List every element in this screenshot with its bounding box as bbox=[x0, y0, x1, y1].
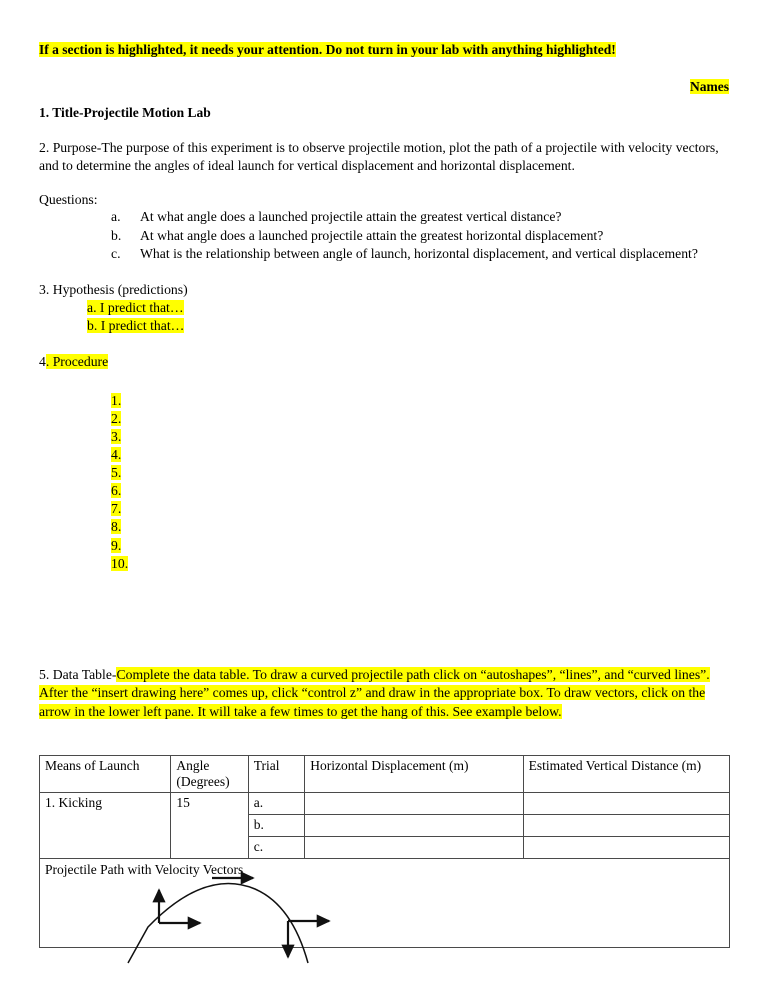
hypothesis-item-text: b. I predict that… bbox=[87, 318, 185, 334]
procedure-step bbox=[111, 555, 128, 573]
cell-angle: 15 bbox=[171, 793, 248, 859]
procedure-step-text: 10. bbox=[111, 555, 129, 571]
procedure-step-text: 5. bbox=[111, 465, 122, 481]
question-item bbox=[39, 227, 729, 245]
cell-vertical-distance[interactable] bbox=[523, 815, 729, 837]
table-header-row bbox=[40, 756, 730, 793]
table-diagram-row bbox=[40, 859, 730, 948]
highlighted-banner-notice bbox=[39, 42, 729, 59]
hypothesis-item bbox=[87, 299, 729, 317]
header-trial: Trial bbox=[248, 756, 305, 793]
question-item bbox=[39, 245, 729, 263]
banner-text: If a section is highlighted, it needs your attention. Do not turn in your lab with anything highlighted! bbox=[39, 42, 616, 57]
data-table-lead: 5. Data Table- bbox=[39, 667, 117, 682]
cell-means-of-launch: 1. Kicking bbox=[40, 793, 171, 859]
questions-list bbox=[39, 208, 729, 263]
questions-label: Questions: bbox=[39, 192, 98, 208]
header-horizontal-displacement: Horizontal Displacement (m) bbox=[305, 756, 523, 793]
procedure-step bbox=[111, 446, 121, 464]
procedure-step bbox=[111, 537, 121, 555]
question-marker: b. bbox=[111, 227, 122, 243]
procedure-number: 4 bbox=[39, 353, 46, 369]
cell-vertical-distance[interactable] bbox=[523, 837, 729, 859]
question-text: At what angle does a launched projectile attain the greatest horizontal displacement? bbox=[140, 227, 604, 243]
question-marker: c. bbox=[111, 246, 121, 261]
hypothesis-item-text: a. I predict that… bbox=[87, 300, 184, 316]
procedure-step-text: 6. bbox=[111, 483, 122, 499]
lab-title: 1. Title-Projectile Motion Lab bbox=[39, 104, 211, 120]
question-marker: a. bbox=[111, 209, 121, 225]
names-label: Names bbox=[690, 78, 729, 94]
procedure-heading-text: . Procedure bbox=[45, 353, 109, 369]
procedure-step-text: 3. bbox=[111, 429, 122, 445]
hypothesis-item bbox=[87, 317, 729, 335]
procedure-step bbox=[111, 410, 121, 428]
procedure-steps-list bbox=[111, 392, 729, 573]
document-content bbox=[39, 42, 729, 878]
names-row bbox=[39, 79, 729, 95]
hypothesis-heading: 3. Hypothesis (predictions) bbox=[39, 282, 188, 298]
header-angle-line2: (Degrees) bbox=[176, 774, 230, 790]
data-table bbox=[39, 755, 730, 948]
header-angle-line1: Angle bbox=[176, 758, 210, 773]
procedure-step-text: 2. bbox=[111, 411, 122, 426]
cell-horizontal-displacement[interactable] bbox=[305, 837, 523, 859]
procedure-step bbox=[111, 392, 121, 410]
question-text: At what angle does a launched projectile attain the greatest vertical distance? bbox=[140, 209, 562, 225]
projectile-diagram-label: Projectile Path with Velocity Vectors bbox=[45, 862, 244, 878]
procedure-step-text: 9. bbox=[111, 537, 122, 553]
procedure-heading bbox=[39, 354, 729, 370]
cell-trial: a. bbox=[248, 793, 305, 815]
cell-trial: c. bbox=[248, 837, 305, 859]
data-table-instructions bbox=[39, 666, 731, 721]
hypothesis-section bbox=[39, 281, 729, 334]
header-means-of-launch: Means of Launch bbox=[40, 756, 171, 793]
procedure-step-text: 7. bbox=[111, 501, 122, 517]
projectile-path-diagram bbox=[40, 859, 731, 969]
procedure-step bbox=[111, 428, 121, 446]
header-angle bbox=[171, 756, 248, 793]
question-text: What is the relationship between angle of launch, horizontal displacement, and vertical displacement? bbox=[140, 246, 698, 261]
procedure-step bbox=[111, 464, 121, 482]
procedure-step bbox=[111, 518, 121, 536]
procedure-step bbox=[111, 500, 121, 518]
cell-horizontal-displacement[interactable] bbox=[305, 815, 523, 837]
header-estimated-vertical-distance: Estimated Vertical Distance (m) bbox=[523, 756, 729, 793]
projectile-diagram-cell[interactable] bbox=[40, 859, 730, 948]
purpose-paragraph: 2. Purpose-The purpose of this experiment is to observe projectile motion, plot the path of a projectile with velocity vectors, and to determine the angles of ideal launch for vertical displacement and horizontal displacement. bbox=[39, 139, 719, 173]
cell-horizontal-displacement[interactable] bbox=[305, 793, 523, 815]
table-row bbox=[40, 793, 730, 815]
procedure-step-text: 4. bbox=[111, 447, 122, 463]
cell-trial: b. bbox=[248, 815, 305, 837]
data-table-instructions-text: Complete the data table. To draw a curved projectile path click on “autoshapes”, “lines”, and “curved lines”. After the “insert drawing here” comes up, click “control z” and draw in the appropriate box. To draw vectors, click on the arrow in the lower left pane. It will take a few times to get the hang of this. See example below. bbox=[39, 667, 710, 719]
question-item bbox=[39, 208, 729, 226]
procedure-step-text: 8. bbox=[111, 519, 122, 535]
procedure-step bbox=[111, 482, 121, 500]
procedure-step-text: 1. bbox=[111, 392, 122, 408]
cell-vertical-distance[interactable] bbox=[523, 793, 729, 815]
parabola-path bbox=[128, 884, 308, 964]
